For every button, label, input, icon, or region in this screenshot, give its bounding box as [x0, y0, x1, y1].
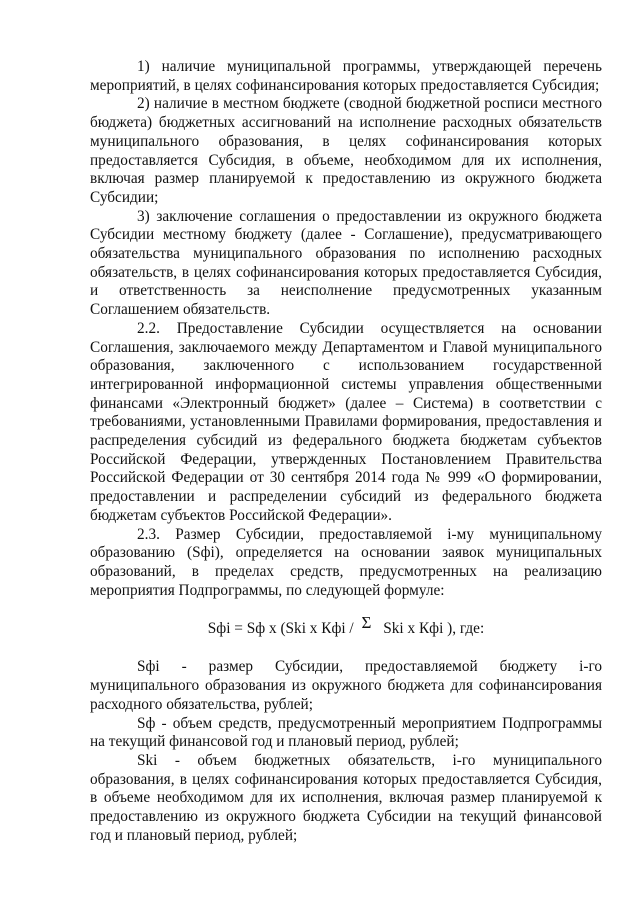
formula-left: Sфi = Sф x (Ski x Кфi /: [207, 620, 354, 638]
definition-ski: Ski - объем бюджетных обязательств, i-го муниципального образования, в целях софинансирования которых предоставляется Субсидия, в объеме необходимом для их исполнения, включая размер планируемой к предоставлению из окружного бюджета Субсидии на текущий финансовой год и плановый период, рублей;: [90, 751, 602, 844]
definition-sf: Sф - объем средств, предусмотренный мероприятием Подпрограммы на текущий финансовой год и плановый период, рублей;: [90, 714, 602, 751]
sigma-symbol: Σ: [361, 613, 372, 633]
formula-right: Ski x Кфi ), где:: [383, 620, 485, 638]
paragraph-condition-1: 1) наличие муниципальной программы, утверждающей перечень мероприятий, в целях софинансирования которых предоставляется Субсидия;: [90, 58, 602, 94]
paragraph-section-2-2: 2.2. Предоставление Субсидии осуществляется на основании Соглашения, заключаемого между Департаментом и Главой муниципального образования, заключенного с использованием государственной интегрированной информационной системы управления общественными финансами «Электронный бюджет» (далее – Система) в соответствии с требованиями, установленными Правилами формирования, предоставления и распределения субсидий из федерального бюджета бюджетам субъектов Российской Федерации, утвержденных Постановлением Правительства Российской Федерации от 30 сентября 2014 года № 999 «О формировании, предоставлении и распределении субсидий из федерального бюджета бюджетам субъектов Российской Федерации».: [90, 319, 602, 524]
paragraph-condition-2: 2) наличие в местном бюджете (сводной бюджетной росписи местного бюджета) бюджетных ассигнований на исполнение расходных обязательств муниципального образования, в целях софинансирования которых предоставляется Субсидия, в объеме, необходимом для их исполнения, включая размер планируемой к предоставлению из окружного бюджета Субсидии;: [90, 95, 602, 206]
document-page: [90, 58, 602, 845]
subsidy-formula: [90, 613, 602, 639]
definition-sfi: Sфi - размер Субсидии, предоставляемой бюджету i-го муниципального образования из окружного бюджета для софинансирования расходного обязательства, рублей;: [90, 658, 602, 713]
paragraph-condition-3: 3) заключение соглашения о предоставлении из окружного бюджета Субсидии местному бюджету (далее - Соглашение), предусматривающего обязательства муниципального образования по исполнению расходных обязательств, в целях софинансирования которых предоставляется Субсидия, и ответственность за неисполнение предусмотренных указанным Соглашением обязательств.: [90, 207, 602, 319]
paragraph-section-2-3: 2.3. Размер Субсидии, предоставляемой i-му муниципальному образованию (Sфi), определяется на основании заявок муниципальных образований, в пределах средств, предусмотренных на реализацию мероприятия Подпрограммы, по следующей формуле:: [90, 525, 602, 599]
